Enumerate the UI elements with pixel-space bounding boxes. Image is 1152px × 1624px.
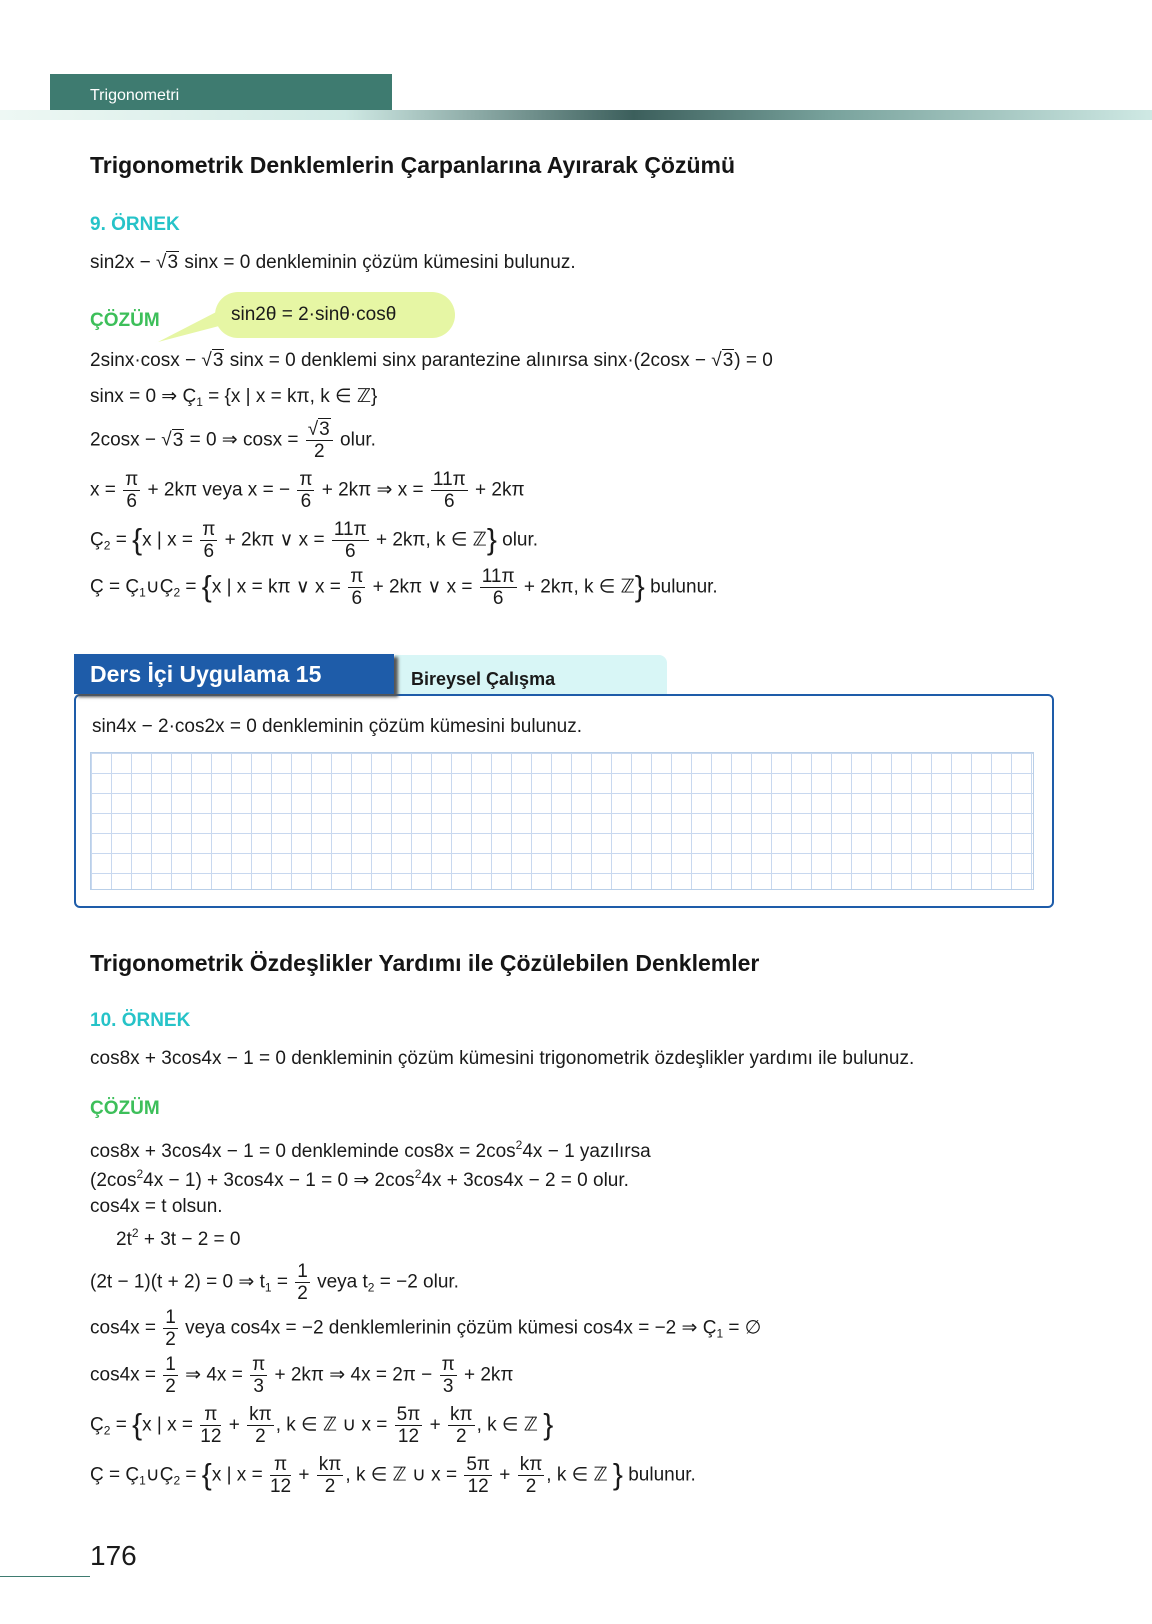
example10-label: 10. ÖRNEK bbox=[90, 1010, 191, 1031]
identity-bubble: sin2θ = 2·sinθ·cosθ bbox=[215, 292, 455, 338]
example9-question: sin2x − √3 sinx = 0 denkleminin çözüm kümesini bulunuz. bbox=[90, 252, 576, 273]
example9-label: 9. ÖRNEK bbox=[90, 214, 180, 235]
sol9-line6: Ç = $Ç_1\cup Ç_2 = \{x$ | x = kπ ∨ x = $\frac{\pi}{6}$ + 2kπ ∨ x = $\frac{11\pi}{6}$ + 2kπ, k ∈ ℤ} bulunur. bbox=[90, 566, 718, 609]
solution10-label: ÇÖZÜM bbox=[90, 1098, 160, 1119]
sol10-line2: $(2\cos^24x - 1) + 3\cos 4x - 1 = 0$ ⇒ $2\cos^24x + 3\cos 4x - 2 = 0$ olur. bbox=[90, 1167, 629, 1191]
answer-grid[interactable] bbox=[90, 752, 1034, 890]
example10-question: cos8x + 3cos4x − 1 = 0 denkleminin çözüm kümesini trigonometrik özdeşlikler yardımı ile bulunuz. bbox=[90, 1048, 915, 1069]
chapter-tab: Trigonometri bbox=[50, 74, 392, 111]
sol10-line6: cos4x = $\frac{1}{2}$ veya cos4x = −2 denklemlerinin çözüm kümesi cos4x = −2 ⇒ $Ç_1$ = ∅ bbox=[90, 1307, 762, 1350]
sol9-line1: 2sinx·cosx − √3 sinx = 0 denklemi sinx parantezine alınırsa sinx·(2cosx − √3) = 0 bbox=[90, 350, 773, 371]
sol9-line2: sinx = 0 ⇒ $Ç_1 = \{x$ | x = kπ, k ∈ ℤ} bbox=[90, 386, 378, 409]
header-rule bbox=[0, 110, 1152, 120]
ders-ici-title: Ders İçi Uygulama 15 bbox=[74, 654, 394, 694]
sol9-line3: 2cosx − √3 = 0 ⇒ cosx = $\frac{√3}{2}$ olur. bbox=[90, 419, 376, 462]
section2-title: Trigonometrik Özdeşlikler Yardımı ile Çözülebilen Denklemler bbox=[90, 950, 760, 976]
sol10-line5: (2t − 1)(t + 2) = 0 ⇒ $t_1$ = $\frac{1}{2}$ veya $t_2 = -2$ olur. bbox=[90, 1261, 459, 1304]
bireysel-tag: Bireysel Çalışma bbox=[395, 655, 667, 695]
sol10-line3: cos4x = t olsun. bbox=[90, 1196, 223, 1217]
sol10-line7: cos4x = $\frac{1}{2}$ ⇒ 4x = $\frac{\pi}{3}$ + 2kπ ⇒ 4x = 2π − $\frac{\pi}{3}$ + 2kπ bbox=[90, 1354, 514, 1397]
sol10-line8: $Ç_2 = \{x$ | x = $\frac{\pi}{12}$ + $\frac{k\pi}{2}$ , k ∈ ℤ ∪ x = $\frac{5\pi}{12}$ + $\frac{k\pi}{2}$ , k ∈ ℤ } bbox=[90, 1404, 554, 1447]
page-number: 176 bbox=[90, 1540, 137, 1571]
sol9-line4: x = $\frac{\pi}{6}$ + 2kπ veya x = − $\frac{\pi}{6}$ + 2kπ ⇒ x = $\frac{11\pi}{6}$ + 2kπ bbox=[90, 469, 525, 512]
ders-ici-question: sin4x − 2·cos2x = 0 denkleminin çözüm kümesini bulunuz. bbox=[92, 716, 583, 737]
section1-title: Trigonometrik Denklemlerin Çarpanlarına Ayırarak Çözümü bbox=[90, 152, 736, 178]
solution9-label: ÇÖZÜM bbox=[90, 310, 160, 331]
page-number-rule bbox=[0, 1576, 90, 1577]
sol10-line4: $2t^2 + 3t - 2 = 0$ bbox=[116, 1226, 241, 1250]
sol10-line9: Ç = $Ç_1\cup Ç_2 = \{x$ | x = $\frac{\pi}{12}$ + $\frac{k\pi}{2}$ , k ∈ ℤ ∪ x = $\frac{5\pi}{12}$ + $\frac{k\pi}{2}$ , k ∈ ℤ } bulunur. bbox=[90, 1454, 696, 1497]
sol10-line1: cos8x + 3cos4x − 1 = 0 denkleminde $\cos 8x = 2\cos^24x - 1$ yazılırsa bbox=[90, 1138, 651, 1162]
sol9-line5: $Ç_2 = \{x$ | x = $\frac{\pi}{6}$ + 2kπ ∨ x = $\frac{11\pi}{6}$ + 2kπ, k ∈ ℤ} olur. bbox=[90, 519, 539, 562]
